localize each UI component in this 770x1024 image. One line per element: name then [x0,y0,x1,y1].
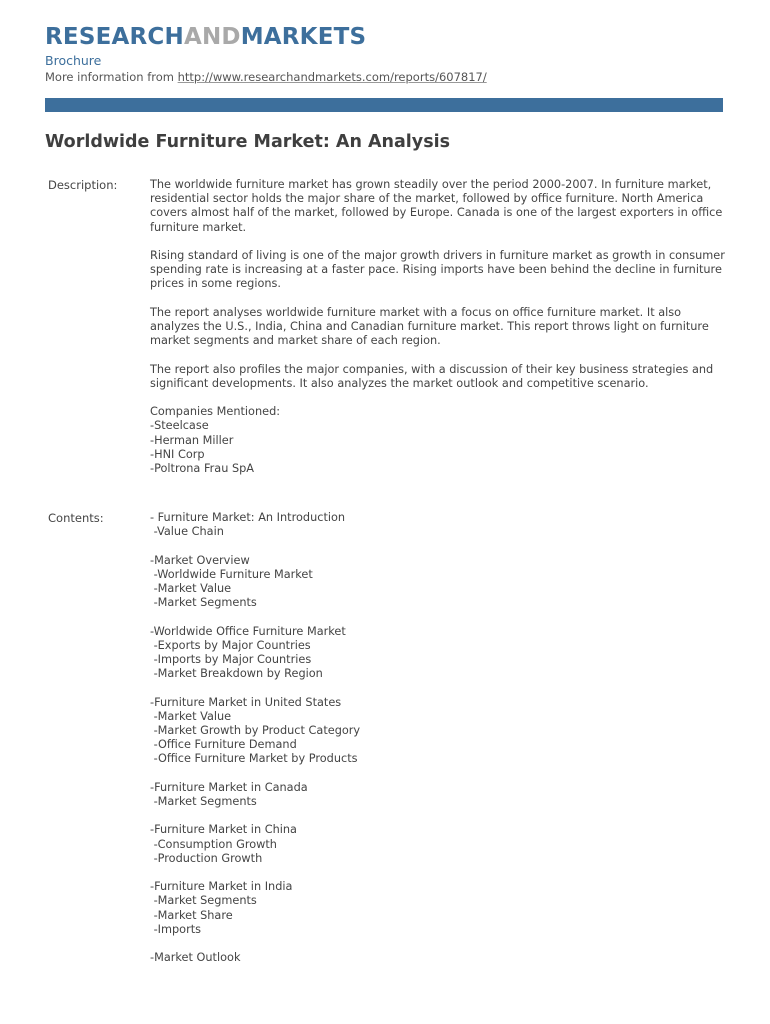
more-information-line [45,70,487,85]
description-paragraph: The report analyses worldwide furniture market with a focus on office furniture market. It also analyzes the U.S., India, China and Canadian furniture market. This report throws light on furniture market segments and market share of each region. [150,305,709,348]
logo-part-markets: MARKETS [240,24,367,50]
document-title: Worldwide Furniture Market: An Analysis [45,132,451,152]
more-info-prefix: More information from [45,70,174,84]
contents-item: -Market Value [150,582,232,595]
contents-item: -Market Overview [150,553,250,567]
company-item: -Poltrona Frau SpA [150,462,255,475]
report-link[interactable]: http://www.researchandmarkets.com/reports/607817/ [177,70,487,84]
contents-item: -Market Segments [150,894,257,908]
brochure-label: Brochure [45,53,102,68]
description-label: Description: [48,178,118,192]
logo-part-research: RESEARCH [45,24,184,50]
contents-item: - Furniture Market: An Introduction [150,511,346,524]
description-paragraph: The worldwide furniture market has grown steadily over the period 2000-2007. In furniture market, residential sector holds the major share of the market, followed by office furniture. North America covers almost half of the market, followed by Europe. Canada is one of the largest exporters in office furniture market. [150,178,723,234]
contents-item: -Office Furniture Market by Products [150,752,358,766]
header-divider-bar [45,98,723,112]
contents-item: -Market Segments [150,795,257,808]
contents-item: -Furniture Market in China [150,823,297,837]
contents-item: -Worldwide Furniture Market [150,567,313,581]
description-paragraph: The report also profiles the major companies, with a discussion of their key business strategies and significant developments. It also analyzes the market outlook and competitive scenario. [150,362,714,390]
company-item: -Herman Miller [150,433,234,447]
contents-item: -Furniture Market in United States [150,695,342,709]
companies-list [150,405,726,476]
contents-item: -Furniture Market in Canada [150,780,308,794]
company-item: -HNI Corp [150,447,205,461]
contents-item: -Market Growth by Product Category [150,724,361,737]
contents-item: -Market Breakdown by Region [150,667,323,681]
company-item: -Steelcase [150,419,209,433]
contents-list [150,511,726,965]
researchandmarkets-logo [45,22,366,52]
logo-part-and: AND [183,24,241,50]
contents-item: -Worldwide Office Furniture Market [150,624,346,638]
contents-item: -Office Furniture Demand [150,738,297,752]
contents-item: -Exports by Major Countries [150,638,311,652]
contents-item: -Value Chain [150,525,224,539]
contents-item: -Consumption Growth [150,837,277,851]
contents-item: -Market Outlook [150,951,241,965]
contents-item: -Market Segments [150,596,257,610]
description-paragraph: Rising standard of living is one of the major growth drivers in furniture market as growth in consumer spending rate is increasing at a faster pace. Rising imports have been behind the decline in furniture prices in some regions. [150,249,725,291]
companies-heading: Companies Mentioned: [150,405,281,419]
contents-item: -Production Growth [150,851,263,865]
contents-item: -Furniture Market in India [150,880,293,894]
contents-item: -Imports [150,922,202,936]
description-section [150,178,726,476]
contents-label: Contents: [48,511,104,525]
contents-item: -Imports by Major Countries [150,653,312,666]
contents-item: -Market Share [150,908,233,922]
contents-item: -Market Value [150,709,232,723]
